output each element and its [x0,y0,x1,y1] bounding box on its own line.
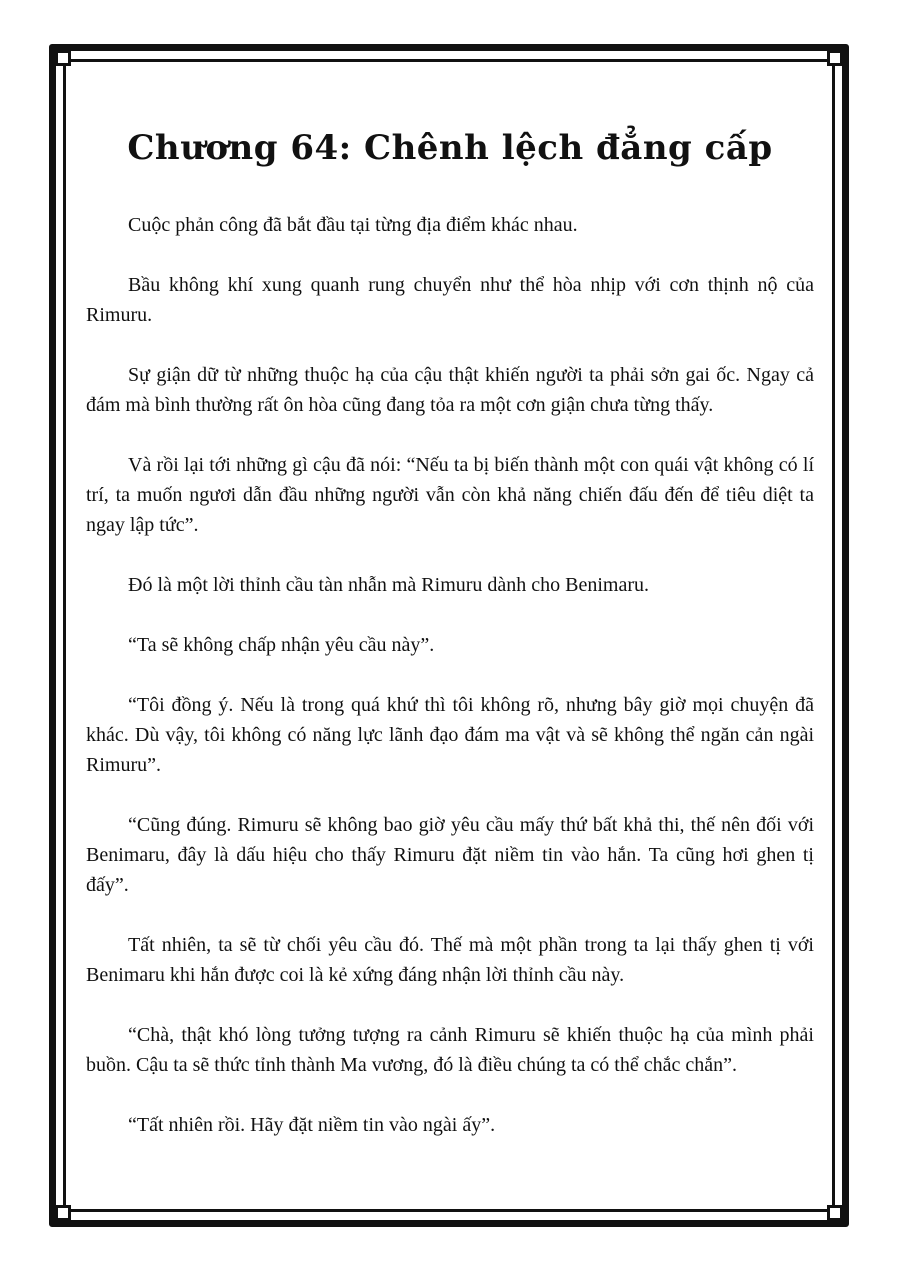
paragraph: Tất nhiên, ta sẽ từ chối yêu cầu đó. Thế mà một phần trong ta lại thấy ghen tị với Benimaru khi hắn được coi là kẻ xứng đáng nhận lời thỉnh cầu này. [86,934,814,986]
border-corner-top-left [55,50,71,66]
border-corner-top-right [827,50,843,66]
paragraph: Sự giận dữ từ những thuộc hạ của cậu thật khiến người ta phải sởn gai ốc. Ngay cả đám mà bình thường rất ôn hòa cũng đang tỏa ra một cơn giận chưa từng thấy. [86,364,814,416]
paragraph: “Chà, thật khó lòng tưởng tượng ra cảnh Rimuru sẽ khiến thuộc hạ của mình phải buồn. Cậu ta sẽ thức tỉnh thành Ma vương, đó là điều chúng ta có thể chắc chắn”. [86,1024,814,1076]
paragraph: “Tôi đồng ý. Nếu là trong quá khứ thì tôi không rõ, nhưng bây giờ mọi chuyện đã khác. Dù vậy, tôi không có năng lực lãnh đạo đám ma vật và sẽ không thể ngăn cản ngài Rimuru”. [86,694,814,776]
chapter-body [86,210,814,1170]
border-corner-bottom-left [55,1205,71,1221]
paragraph: “Tất nhiên rồi. Hãy đặt niềm tin vào ngài ấy”. [128,1114,496,1136]
paragraph: “Ta sẽ không chấp nhận yêu cầu này”. [128,634,435,656]
paragraph: Đó là một lời thỉnh cầu tàn nhẫn mà Rimuru dành cho Benimaru. [128,574,650,596]
border-corner-bottom-right [827,1205,843,1221]
paragraph: “Cũng đúng. Rimuru sẽ không bao giờ yêu cầu mấy thứ bất khả thi, thế nên đối với Benimaru, đây là dấu hiệu cho thấy Rimuru đặt niềm tin vào hắn. Ta cũng hơi ghen tị đấy”. [86,814,814,896]
paragraph: Và rồi lại tới những gì cậu đã nói: “Nếu ta bị biến thành một con quái vật không có lí trí, ta muốn ngươi dẫn đầu những người vẫn còn khả năng chiến đấu đến để tiêu diệt ta ngay lập tức”. [86,454,814,536]
chapter-title: Chương 64: Chênh lệch đẳng cấp [127,128,773,168]
paragraph: Bầu không khí xung quanh rung chuyển như thể hòa nhịp với cơn thịnh nộ của Rimuru. [86,274,814,326]
paragraph: Cuộc phản công đã bắt đầu tại từng địa điểm khác nhau. [128,214,578,236]
